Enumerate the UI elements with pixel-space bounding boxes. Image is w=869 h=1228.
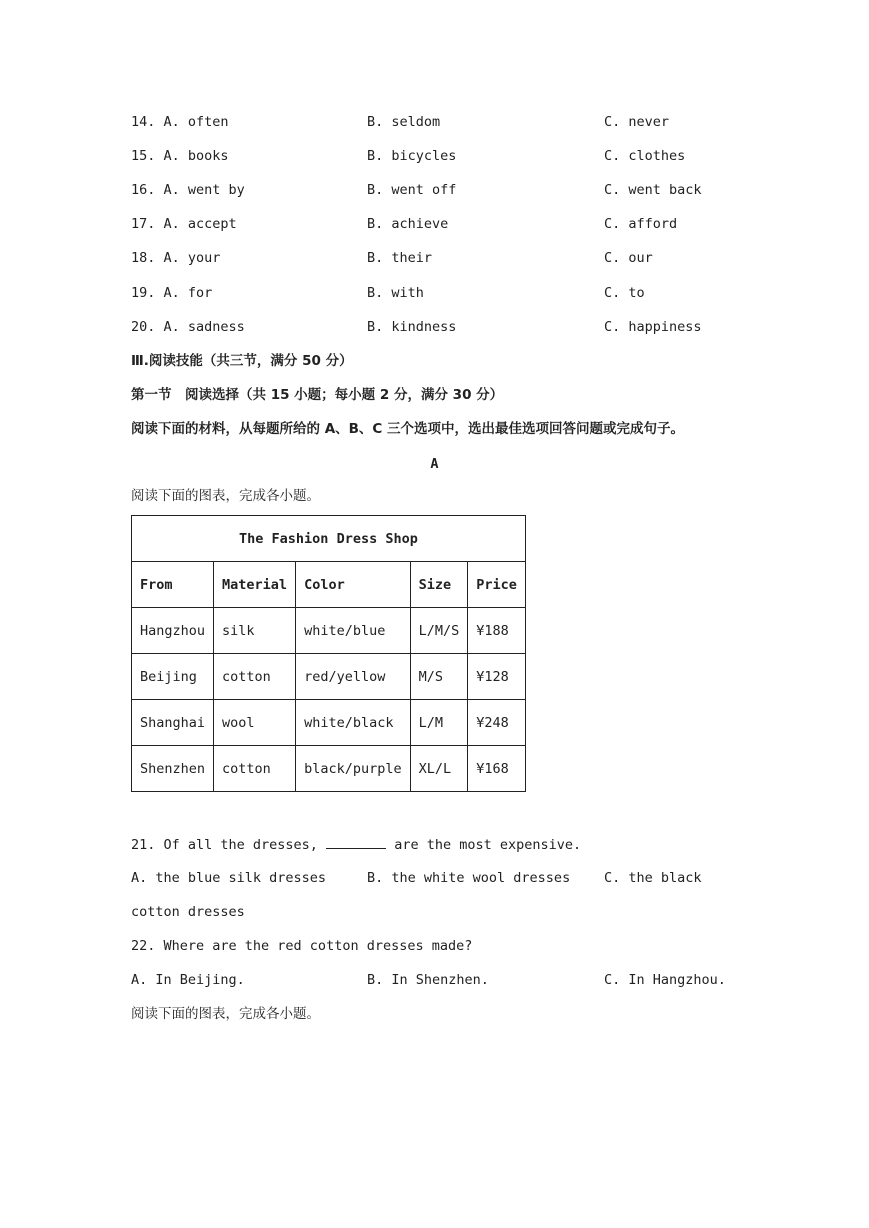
option-row-19 <box>0 283 869 303</box>
header-price: Price <box>468 562 526 608</box>
cell-from: Beijing <box>132 654 214 700</box>
option-a: 15. A. books <box>131 148 229 164</box>
option-c: C. clothes <box>604 148 686 164</box>
table-row <box>132 654 526 700</box>
option-b: B. bicycles <box>367 148 457 164</box>
option-a: 16. A. went by <box>131 182 245 198</box>
option-row-17 <box>0 214 869 234</box>
option-c-continued: cotton dresses <box>131 904 245 920</box>
option-c: C. afford <box>604 216 678 232</box>
option-b: B. kindness <box>367 319 457 335</box>
cell-size: XL/L <box>410 746 468 792</box>
cell-from: Shanghai <box>132 700 214 746</box>
q21-stem-after: are the most expensive. <box>386 837 582 853</box>
option-c: C. the black <box>604 870 702 886</box>
dress-shop-table <box>131 515 526 792</box>
option-row-14 <box>0 112 869 132</box>
option-b: B. went off <box>367 182 457 198</box>
part-heading: 第一节 阅读选择（共 15 小题；每小题 2 分，满分 30 分） <box>131 387 504 403</box>
option-row-21 <box>0 868 869 888</box>
table-row <box>132 700 526 746</box>
option-c: C. In Hangzhou. <box>604 972 726 988</box>
option-c: C. happiness <box>604 319 702 335</box>
header-from: From <box>132 562 214 608</box>
table-title-row <box>132 516 526 562</box>
option-a: A. In Beijing. <box>131 972 245 988</box>
cell-color: white/blue <box>296 608 411 654</box>
cell-color: red/yellow <box>296 654 411 700</box>
footer-instruction: 阅读下面的图表，完成各小题。 <box>131 1006 320 1022</box>
cell-color: black/purple <box>296 746 411 792</box>
table-row <box>132 608 526 654</box>
passage-label: A <box>430 456 439 472</box>
cell-material: silk <box>214 608 296 654</box>
option-row-22 <box>0 970 869 990</box>
option-c: C. to <box>604 285 645 301</box>
cell-color: white/black <box>296 700 411 746</box>
cell-from: Hangzhou <box>132 608 214 654</box>
section-heading: Ⅲ.阅读技能（共三节，满分 50 分） <box>131 353 353 369</box>
option-b: B. the white wool dresses <box>367 870 571 886</box>
sub-instruction: 阅读下面的图表，完成各小题。 <box>131 488 320 504</box>
cell-price: ¥188 <box>468 608 526 654</box>
option-a: 17. A. accept <box>131 216 237 232</box>
cell-material: cotton <box>214 654 296 700</box>
option-b: B. achieve <box>367 216 449 232</box>
cell-size: M/S <box>410 654 468 700</box>
cell-price: ¥168 <box>468 746 526 792</box>
table-header-row <box>132 562 526 608</box>
option-b: B. In Shenzhen. <box>367 972 489 988</box>
option-b: B. seldom <box>367 114 441 130</box>
option-b: B. their <box>367 250 433 266</box>
header-size: Size <box>410 562 468 608</box>
header-material: Material <box>214 562 296 608</box>
instruction: 阅读下面的材料，从每题所给的 A、B、C 三个选项中，选出最佳选项回答问题或完成句子。 <box>131 421 685 437</box>
question-21 <box>131 834 581 855</box>
cell-from: Shenzhen <box>132 746 214 792</box>
cell-size: L/M/S <box>410 608 468 654</box>
option-row-16 <box>0 180 869 200</box>
answer-blank <box>326 834 386 849</box>
cell-material: cotton <box>214 746 296 792</box>
option-row-20 <box>0 317 869 337</box>
question-22: 22. Where are the red cotton dresses made? <box>131 938 473 954</box>
option-a: 20. A. sadness <box>131 319 245 335</box>
option-row-18 <box>0 248 869 268</box>
header-color: Color <box>296 562 411 608</box>
option-row-15 <box>0 146 869 166</box>
cell-price: ¥248 <box>468 700 526 746</box>
cell-size: L/M <box>410 700 468 746</box>
option-c: C. our <box>604 250 653 266</box>
option-a: 14. A. often <box>131 114 229 130</box>
option-a: A. the blue silk dresses <box>131 870 327 886</box>
table-title: The Fashion Dress Shop <box>132 516 526 562</box>
cell-material: wool <box>214 700 296 746</box>
option-a: 19. A. for <box>131 285 213 301</box>
option-c: C. never <box>604 114 670 130</box>
q21-stem-before: 21. Of all the dresses, <box>131 837 327 853</box>
option-c: C. went back <box>604 182 702 198</box>
option-a: 18. A. your <box>131 250 221 266</box>
table-row <box>132 746 526 792</box>
cell-price: ¥128 <box>468 654 526 700</box>
option-b: B. with <box>367 285 424 301</box>
